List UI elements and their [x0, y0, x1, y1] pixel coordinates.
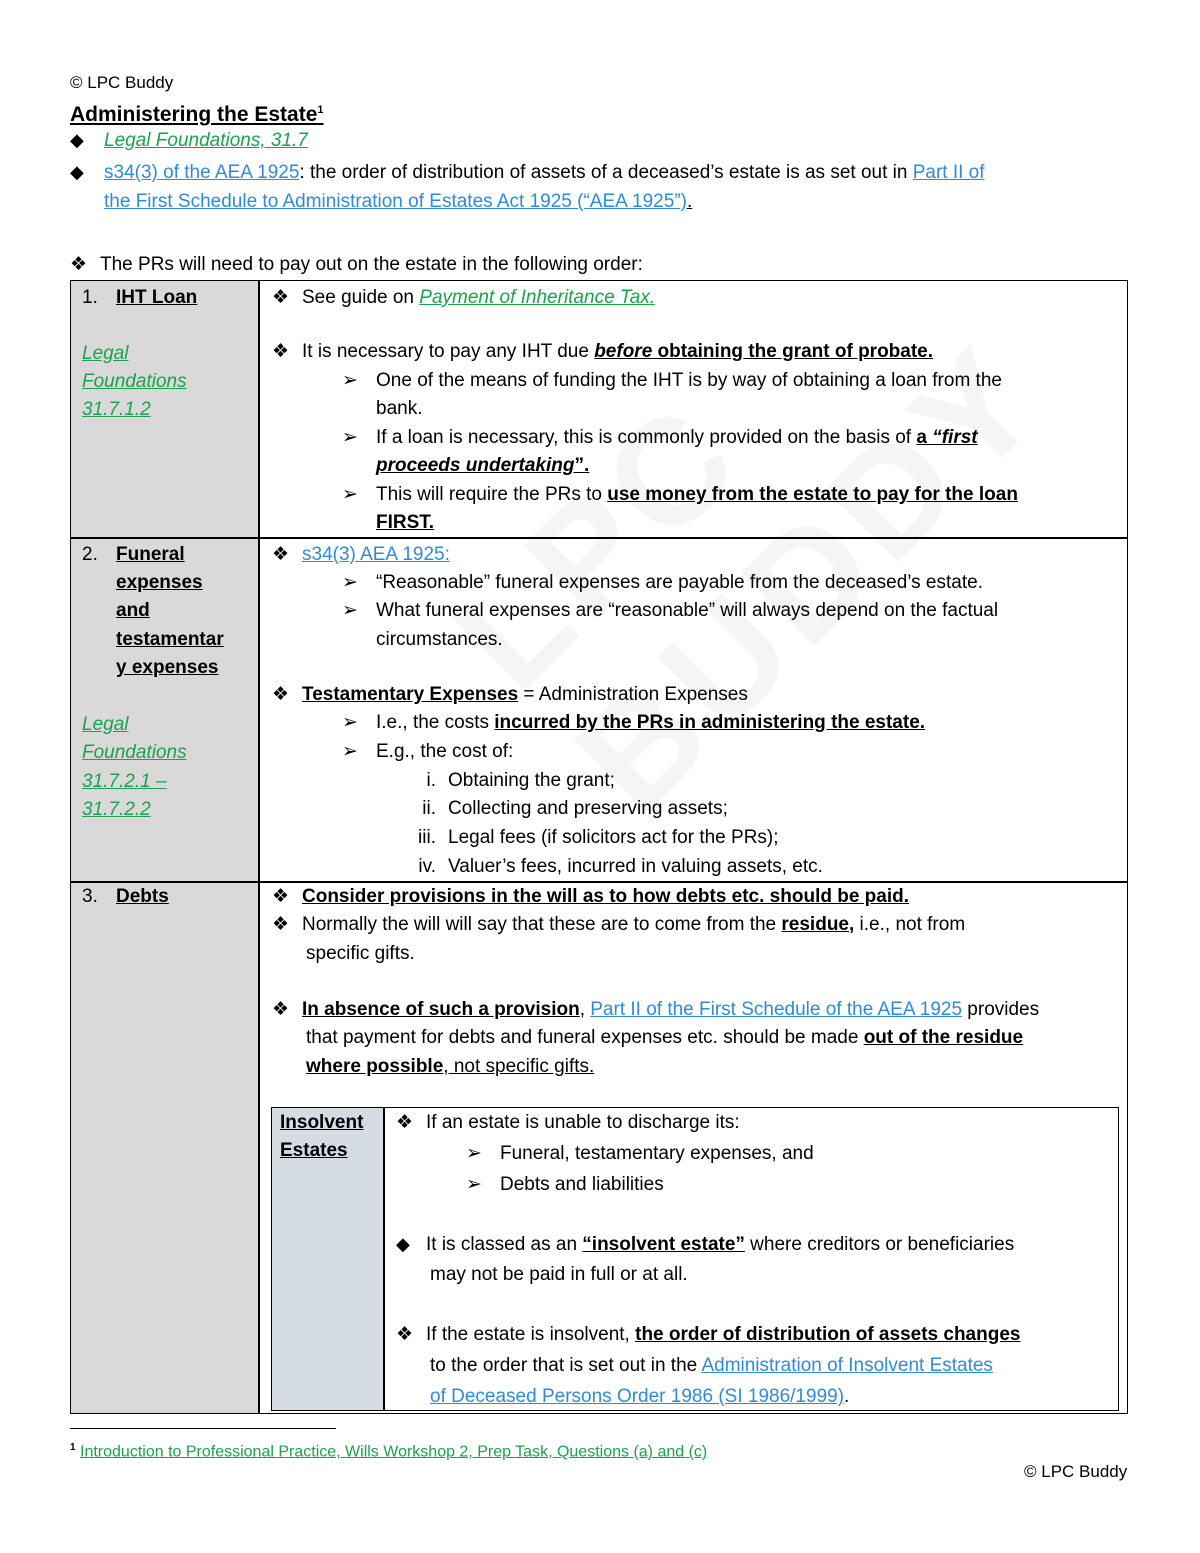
arrow-bullet-icon: ➢ — [466, 1143, 482, 1164]
row2-bullet-1 — [272, 541, 450, 569]
inner-bullet-3-cont-1: to the order that is set out in the Administration of Insolvent Estates — [430, 1355, 993, 1376]
row2-roman-1: i. — [426, 770, 436, 791]
arrow-bullet-icon: ➢ — [342, 484, 358, 505]
row3-bullet-3-cont-1: that payment for debts and funeral expenses etc. should be made out of the residue — [306, 1027, 1024, 1048]
row1-sub-1-cont: bank. — [376, 398, 423, 419]
row2-ref-3[interactable]: 31.7.2.1 – — [82, 771, 167, 792]
four-star-bullet-icon: ❖ — [272, 914, 290, 935]
row2-roman-2: ii. — [422, 798, 436, 819]
footnote: $^1$ Introduction to Professional Practice, Wills Workshop 2, Prep Task, Questions (a) and (c) — [70, 1442, 708, 1461]
inner-bullet-3: ❖ If the estate is insolvent, the order of distribution of assets changes — [396, 1321, 1020, 1349]
row3-title: 3. Debts — [82, 886, 169, 907]
arrow-bullet-icon: ➢ — [466, 1174, 482, 1195]
inner-bullet-2: ◆ It is classed as an “insolvent estate” where creditors or beneficiaries — [396, 1230, 1014, 1259]
row2-bullet-2: ❖ Testamentary Expenses = Administration Expenses — [272, 681, 748, 709]
arrow-bullet-icon: ➢ — [342, 427, 358, 448]
row2-list-3: Legal fees (if solicitors act for the PRs); — [448, 827, 779, 848]
four-star-bullet-icon: ❖ — [272, 341, 290, 362]
row1-sub-2: ➢ If a loan is necessary, this is commonly provided on the basis of a “first — [342, 424, 978, 452]
s34-link[interactable]: s34(3) of the AEA 1925 — [104, 162, 300, 183]
page-title: Administering the Estate$^1$ — [70, 103, 324, 126]
row1-ref-1[interactable]: Legal — [82, 343, 129, 364]
row1-bullet-2: ❖ It is necessary to pay any IHT due before obtaining the grant of probate. — [272, 338, 933, 366]
row2-ref-1[interactable]: Legal — [82, 714, 129, 735]
row2-ref-4[interactable]: 31.7.2.2 — [82, 799, 151, 820]
arrow-bullet-icon: ➢ — [342, 741, 358, 762]
row1-sub-3-cont: FIRST. — [376, 512, 435, 533]
row2-list-2: Collecting and preserving assets; — [448, 798, 728, 819]
intro-item-2-cont: the First Schedule to Administration of Estates Act 1925 (“AEA 1925”). — [104, 191, 693, 212]
diamond-bullet-icon: ◆ — [70, 162, 84, 182]
row2-title-3: and — [116, 600, 150, 621]
four-star-bullet-icon: ❖ — [396, 1112, 414, 1133]
row1-ref-2[interactable]: Foundations — [82, 371, 187, 392]
inner-title-1: Insolvent — [280, 1112, 364, 1133]
arrow-bullet-icon: ➢ — [342, 572, 358, 593]
row2-title-2: expenses — [116, 572, 203, 593]
legal-foundations-link[interactable]: Legal Foundations, 31.7 — [104, 130, 308, 151]
inner-bullet-1: ❖ If an estate is unable to discharge its: — [396, 1109, 740, 1137]
four-star-bullet-icon: ❖ — [70, 254, 88, 275]
four-star-bullet-icon: ❖ — [272, 287, 290, 308]
row2-sub-3: ➢ I.e., the costs incurred by the PRs in administering the estate. — [342, 709, 925, 737]
footnote-link[interactable]: Introduction to Professional Practice, Wills Workshop 2, Prep Task, Questions (a) and (c) — [80, 1443, 708, 1461]
four-star-bullet-icon: ❖ — [272, 999, 290, 1020]
row3-bullet-3-cont-2: where possible, not specific gifts. — [306, 1056, 595, 1077]
diamond-bullet-icon: ◆ — [396, 1234, 410, 1254]
four-star-bullet-icon: ❖ — [272, 544, 290, 565]
arrow-bullet-icon: ➢ — [342, 712, 358, 733]
row2-sub-1: ➢ “Reasonable” funeral expenses are payable from the deceased’s estate. — [342, 569, 983, 597]
row2-title-5: y expenses — [116, 657, 219, 678]
row2-num: 2. — [82, 544, 98, 565]
row2-sub-4: ➢ E.g., the cost of: — [342, 738, 513, 766]
row3-label-cell — [70, 882, 260, 1414]
footnote-divider — [70, 1428, 336, 1429]
row3-bullet-1: ❖ Consider provisions in the will as to how debts etc. should be paid. — [272, 883, 909, 911]
four-star-bullet-icon: ❖ — [272, 684, 290, 705]
row2-list-1: Obtaining the grant; — [448, 770, 615, 791]
row2-title-4: testamentar — [116, 629, 224, 650]
row1-bullet-1: ❖ See guide on Payment of Inheritance Tax. — [272, 284, 655, 312]
footer-copyright: © LPC Buddy — [1024, 1462, 1128, 1481]
order-line: ❖ The PRs will need to pay out on the estate in the following order: — [70, 251, 643, 279]
row2-list-4: Valuer’s fees, incurred in valuing assets, etc. — [448, 856, 823, 877]
header-copyright: © LPC Buddy — [70, 73, 174, 92]
four-star-bullet-icon: ❖ — [396, 1324, 414, 1345]
row1-title: 1. IHT Loan — [82, 287, 198, 308]
insolvent-estates-order-link-2[interactable]: of Deceased Persons Order 1986 (SI 1986/1999) — [430, 1386, 845, 1407]
row2-ref-2[interactable]: Foundations — [82, 742, 187, 763]
row3-bullet-2: ❖ Normally the will will say that these are to come from the residue, i.e., not from — [272, 911, 965, 939]
inner-title-2: Estates — [280, 1140, 348, 1161]
row3-bullet-3: ❖ In absence of such a provision, Part II of the First Schedule of the AEA 1925 provides — [272, 996, 1039, 1024]
arrow-bullet-icon: ➢ — [342, 600, 358, 621]
diamond-bullet-icon: ◆ — [70, 130, 84, 150]
inner-bullet-3-cont-2: of Deceased Persons Order 1986 (SI 1986/1999). — [430, 1386, 850, 1407]
row1-ref-3[interactable]: 31.7.1.2 — [82, 399, 151, 420]
inner-bullet-2-cont: may not be paid in full or at all. — [430, 1264, 688, 1285]
inner-sub-1: ➢ Funeral, testamentary expenses, and — [466, 1140, 814, 1168]
row3-bullet-2-cont: specific gifts. — [306, 943, 415, 964]
row2-roman-3: iii. — [418, 827, 436, 848]
row2-sub-2: ➢ What funeral expenses are “reasonable” will always depend on the factual — [342, 597, 998, 625]
intro-item-2: ◆ s34(3) of the AEA 1925: the order of distribution of assets of a deceased’s estate is as set out in Part II of — [70, 158, 985, 187]
row1-sub-1: ➢ One of the means of funding the IHT is by way of obtaining a loan from the — [342, 367, 1002, 395]
row2-sub-2-cont: circumstances. — [376, 629, 503, 650]
s34-aea-link[interactable]: s34(3) AEA 1925: — [302, 544, 450, 565]
insolvent-estates-order-link[interactable]: Administration of Insolvent Estates — [701, 1355, 993, 1376]
row2-title-1: Funeral — [116, 544, 185, 565]
row2-roman-4: iv. — [418, 856, 436, 877]
four-star-bullet-icon: ❖ — [272, 886, 290, 907]
payment-of-iht-link[interactable]: Payment of Inheritance Tax. — [419, 287, 656, 308]
row1-sub-3: ➢ This will require the PRs to use money from the estate to pay for the loan — [342, 481, 1018, 509]
part-ii-aea-link[interactable]: Part II of the First Schedule of the AEA 1925 — [590, 999, 963, 1020]
inner-sub-2: ➢ Debts and liabilities — [466, 1171, 664, 1199]
row1-sub-2-cont: proceeds undertaking”. — [376, 455, 590, 476]
part-ii-link[interactable]: Part II of — [912, 162, 985, 183]
arrow-bullet-icon: ➢ — [342, 370, 358, 391]
first-schedule-link[interactable]: the First Schedule to Administration of Estates Act 1925 (“AEA 1925”) — [104, 191, 687, 212]
intro-item-1 — [70, 126, 308, 155]
